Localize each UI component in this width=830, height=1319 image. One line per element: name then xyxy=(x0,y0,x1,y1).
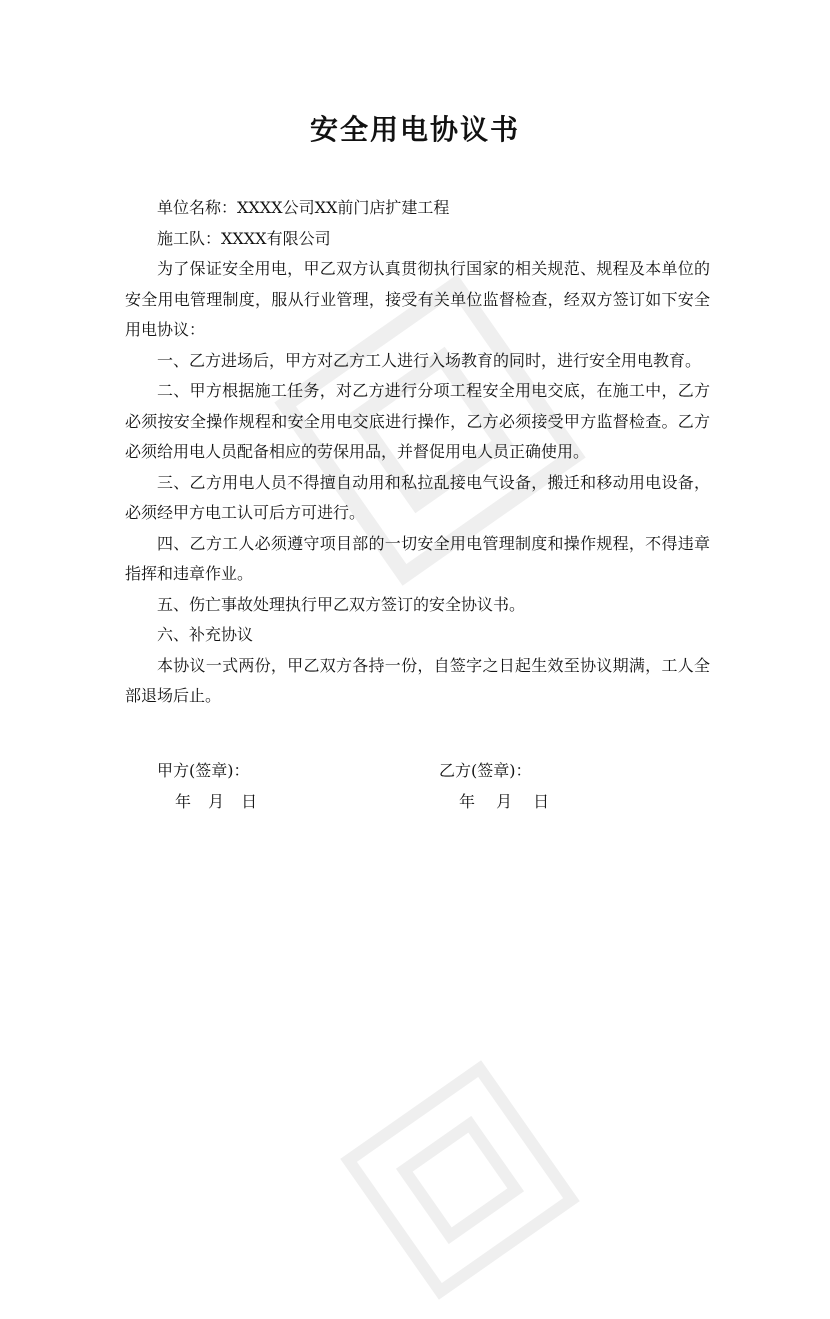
paragraph-clause-1: 一、乙方进场后，甲方对乙方工人进行入场教育的同时，进行安全用电教育。 xyxy=(157,350,702,370)
party-a-date: 年 月 日 xyxy=(175,791,259,811)
paragraph-clause-4: 四、乙方工人必须遵守项目部的一切安全用电管理制度和操作规程，不得违章指挥和违章作业。 xyxy=(125,533,710,583)
paragraph-clause-5: 五、伤亡事故处理执行甲乙双方签订的安全协议书。 xyxy=(157,594,526,614)
signature-block xyxy=(125,756,710,817)
watermark-graphic xyxy=(321,1041,600,1319)
paragraph-clause-2: 二、甲方根据施工任务，对乙方进行分项工程安全用电交底，在施工中，乙方必须按安全操作规程和安全用电交底进行操作，乙方必须接受甲方监督检查。乙方必须给用电人员配备相应的劳保用品，并督促用电人员正确使用。 xyxy=(125,381,710,461)
party-b-signature-label: 乙方(签章)： xyxy=(439,761,532,780)
signature-date-row xyxy=(125,787,710,818)
paragraph-unit-name: 单位名称：XXXX公司XX前门店扩建工程 xyxy=(157,198,450,217)
document-title: 安全用电协议书 xyxy=(309,113,520,146)
party-a-signature-label: 甲方(签章)： xyxy=(157,761,250,780)
document-body xyxy=(125,193,710,712)
signature-label-row xyxy=(125,756,710,787)
paragraph-clause-3: 三、乙方用电人员不得擅自动用和私拉乱接电气设备，搬迁和移动用电设备，必须经甲方电工认可后方可进行。 xyxy=(125,472,710,522)
paragraph-construction-team: 施工队：XXXX有限公司 xyxy=(157,228,331,248)
party-b-date: 年 月 日 xyxy=(459,791,551,811)
paragraph-validity: 本协议一式两份，甲乙双方各持一份，自签字之日起生效至协议期满，工人全部退场后止。 xyxy=(125,655,710,705)
paragraph-clause-6: 六、补充协议 xyxy=(157,625,254,644)
paragraph-preamble: 为了保证安全用电，甲乙双方认真贯彻执行国家的相关规范、规程及本单位的安全用电管理制度，服从行业管理，接受有关单位监督检查，经双方签订如下安全用电协议： xyxy=(125,259,710,339)
